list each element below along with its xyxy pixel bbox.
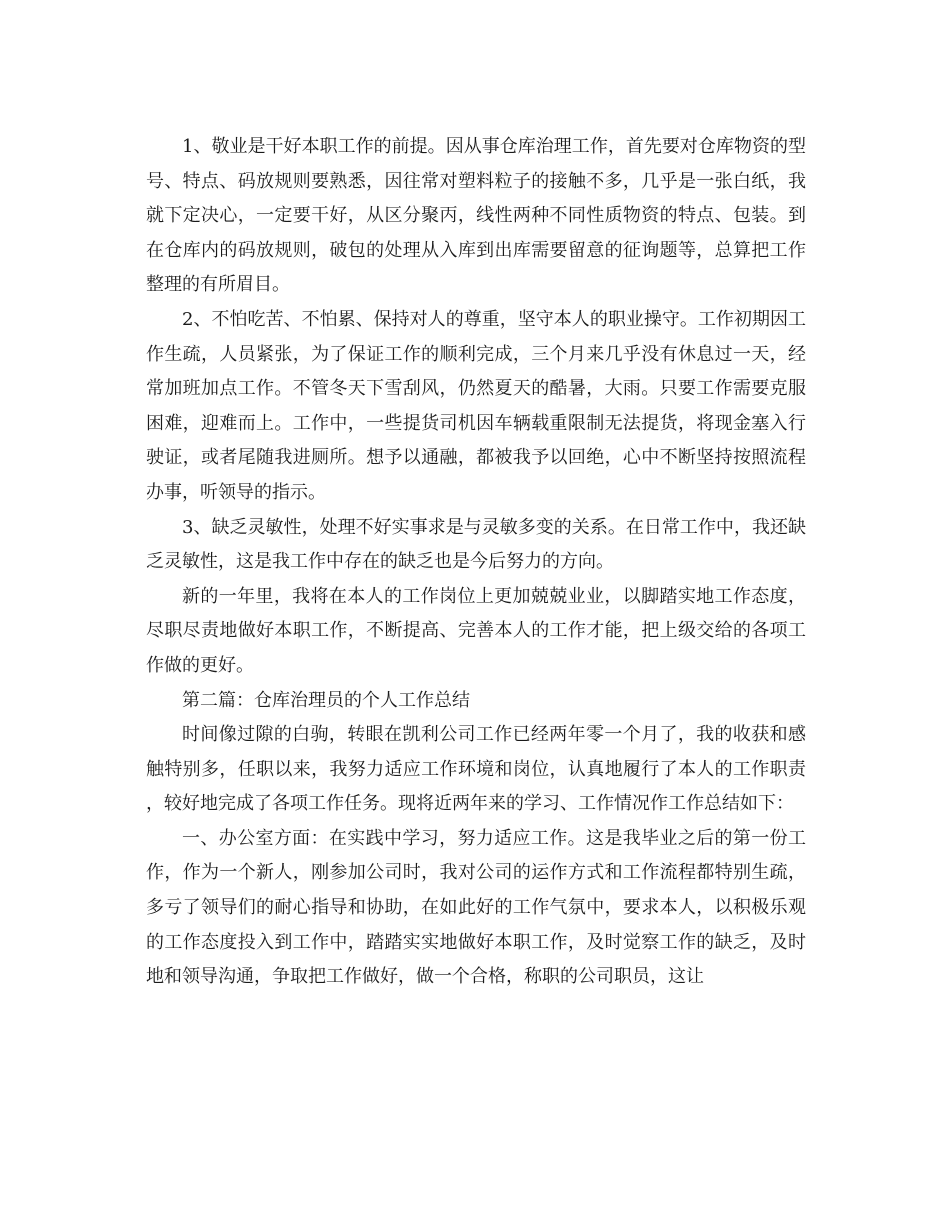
paragraph-4: 新的一年里，我将在本人的工作岗位上更加兢兢业业，以脚踏实地工作态度，尽职尽责地做好本职工作，不断提高、完善本人的工作才能，把上级交给的各项工作做的更好。	[146, 585, 806, 676]
document-body	[146, 130, 806, 995]
paragraph-3: 3、缺乏灵敏性，处理不好实事求是与灵敏多变的关系。在日常工作中，我还缺乏灵敏性，这是我工作中存在的缺乏也是今后努力的方向。	[146, 516, 806, 573]
paragraph-1: 1、敬业是干好本职工作的前提。因从事仓库治理工作，首先要对仓库物资的型号、特点、码放规则要熟悉，因往常对塑料粒子的接触不多，几乎是一张白纸，我就下定决心，一定要干好，从区分聚丙，线性两种不同性质物资的特点、包装。到在仓库内的码放规则，破包的处理从入库到出库需要留意的征询题等，总算把工作整理的有所眉目。	[146, 136, 806, 296]
paragraph-2: 2、不怕吃苦、不怕累、保持对人的尊重，坚守本人的职业操守。工作初期因工作生疏，人员紧张，为了保证工作的顺利完成，三个月来几乎没有休息过一天，经常加班加点工作。不管冬天下雪刮风，仍然夏天的酷暑，大雨。只要工作需要克服困难，迎难而上。工作中，一些提货司机因车辆载重限制无法提货，将现金塞入行驶证，或者尾随我进厕所。想予以通融，都被我予以回绝，心中不断坚持按照流程办事，听领导的指示。	[146, 308, 806, 503]
paragraph-5: 时间像过隙的白驹，转眼在凯利公司工作已经两年零一个月了，我的收获和感触特别多，任职以来，我努力适应工作环境和岗位，认真地履行了本人的工作职责，较好地完成了各项工作任务。现将近两年来的学习、工作情况作工作总结如下：	[146, 724, 806, 815]
paragraph-6: 一、办公室方面：在实践中学习，努力适应工作。这是我毕业之后的第一份工作，作为一个新人，刚参加公司时，我对公司的运作方式和工作流程都特别生疏，多亏了领导们的耐心指导和协助，在如此好的工作气氛中，要求本人，以积极乐观的工作态度投入到工作中，踏踏实实地做好本职工作，及时觉察工作的缺乏，及时地和领导沟通，争取把工作做好，做一个合格，称职的公司职员，这让	[146, 827, 806, 988]
section-heading: 第二篇：仓库治理员的个人工作总结	[182, 689, 470, 711]
